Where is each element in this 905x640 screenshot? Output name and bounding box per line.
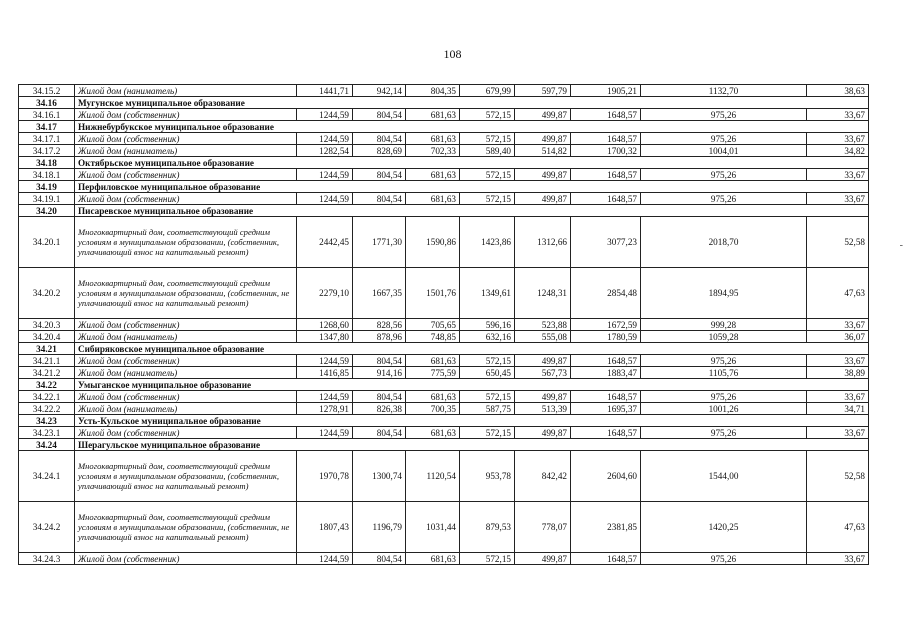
cell-value-7: 975,26 (641, 355, 807, 367)
table-row (19, 169, 869, 181)
cell-value-4: 679,99 (460, 85, 515, 97)
cell-value-5: 555,08 (515, 331, 571, 343)
cell-value-5: 499,87 (515, 133, 571, 145)
row-code: 34.19.1 (19, 193, 75, 205)
row-code: 34.20.4 (19, 331, 75, 343)
cell-value-6: 2381,85 (571, 502, 641, 553)
cell-value-7: 975,26 (641, 133, 807, 145)
cell-value-8: 34,82 (807, 145, 869, 157)
table-row (19, 85, 869, 97)
cell-value-4: 572,15 (460, 391, 515, 403)
cell-value-8: 47,63 (807, 268, 869, 319)
cell-value-7: 975,26 (641, 553, 807, 565)
row-code: 34.23.1 (19, 427, 75, 439)
cell-value-2: 828,56 (353, 319, 406, 331)
table-row (19, 427, 869, 439)
table-row (19, 145, 869, 157)
cell-value-5: 842,42 (515, 451, 571, 502)
cell-value-1: 1244,59 (297, 193, 353, 205)
cell-value-1: 1244,59 (297, 355, 353, 367)
cell-value-1: 1244,59 (297, 169, 353, 181)
table-row (19, 502, 869, 553)
table-row (19, 367, 869, 379)
cell-value-2: 1300,74 (353, 451, 406, 502)
housing-type: Жилой дом (собственник) (75, 391, 297, 403)
section-header-row (19, 181, 869, 193)
cell-value-3: 1501,76 (406, 268, 460, 319)
housing-type: Жилой дом (собственник) (75, 427, 297, 439)
cell-value-3: 1031,44 (406, 502, 460, 553)
cell-value-5: 499,87 (515, 553, 571, 565)
section-code: 34.18 (19, 157, 75, 169)
housing-type: Многоквартирный дом, соответствующий средним условиям в муниципальном образовании, (собственник, уплачивающий взнос на капитальный ремонт) (75, 217, 297, 268)
cell-value-8: 34,71 (807, 403, 869, 415)
row-code: 34.21.1 (19, 355, 75, 367)
cell-value-4: 953,78 (460, 451, 515, 502)
cell-value-5: 499,87 (515, 169, 571, 181)
cell-value-3: 748,85 (406, 331, 460, 343)
cell-value-3: 681,63 (406, 355, 460, 367)
cell-value-5: 523,88 (515, 319, 571, 331)
cell-value-7: 975,26 (641, 169, 807, 181)
cell-value-6: 1648,57 (571, 355, 641, 367)
cell-value-5: 499,87 (515, 427, 571, 439)
housing-type: Жилой дом (собственник) (75, 193, 297, 205)
cell-value-5: 499,87 (515, 193, 571, 205)
cell-value-7: 975,26 (641, 109, 807, 121)
table-row (19, 391, 869, 403)
cell-value-8: 38,63 (807, 85, 869, 97)
cell-value-2: 914,16 (353, 367, 406, 379)
cell-value-6: 1883,47 (571, 367, 641, 379)
row-code: 34.22.2 (19, 403, 75, 415)
housing-type: Жилой дом (собственник) (75, 319, 297, 331)
section-header-row (19, 439, 869, 451)
row-code: 34.20.1 (19, 217, 75, 268)
section-header-row (19, 205, 869, 217)
row-code: 34.24.2 (19, 502, 75, 553)
cell-value-4: 572,15 (460, 169, 515, 181)
cell-value-4: 879,53 (460, 502, 515, 553)
cell-value-3: 700,35 (406, 403, 460, 415)
section-header-row (19, 343, 869, 355)
cell-value-4: 589,40 (460, 145, 515, 157)
cell-value-1: 1416,85 (297, 367, 353, 379)
row-code: 34.21.2 (19, 367, 75, 379)
cell-value-6: 1700,32 (571, 145, 641, 157)
housing-type: Жилой дом (собственник) (75, 133, 297, 145)
cell-value-1: 1278,91 (297, 403, 353, 415)
cell-value-3: 681,63 (406, 193, 460, 205)
cell-value-5: 1312,66 (515, 217, 571, 268)
row-code: 34.17.2 (19, 145, 75, 157)
cell-value-8: 33,67 (807, 553, 869, 565)
cell-value-8: 33,67 (807, 109, 869, 121)
cell-value-1: 1244,59 (297, 109, 353, 121)
cell-value-5: 499,87 (515, 109, 571, 121)
cell-value-4: 572,15 (460, 553, 515, 565)
cell-value-4: 632,16 (460, 331, 515, 343)
housing-type: Многоквартирный дом, соответствующий средним условиям в муниципальном образовании, (собственник, не уплачивающий взнос на капитальный ремонт) (75, 268, 297, 319)
cell-value-3: 681,63 (406, 427, 460, 439)
section-title: Нижнебурбукское муниципальное образование (75, 121, 869, 133)
cell-value-1: 1970,78 (297, 451, 353, 502)
section-header-row (19, 415, 869, 427)
section-title: Умыганское муниципальное образование (75, 379, 869, 391)
cell-value-7: 1894,95 (641, 268, 807, 319)
section-title: Усть-Кульское муниципальное образование (75, 415, 869, 427)
cell-value-8: 38,89 (807, 367, 869, 379)
row-code: 34.15.2 (19, 85, 75, 97)
cell-value-4: 572,15 (460, 133, 515, 145)
cell-value-1: 1282,54 (297, 145, 353, 157)
table-row (19, 403, 869, 415)
cell-value-4: 1423,86 (460, 217, 515, 268)
cell-value-2: 828,69 (353, 145, 406, 157)
cell-value-2: 826,38 (353, 403, 406, 415)
cell-value-4: 572,15 (460, 193, 515, 205)
cell-value-8: 33,67 (807, 133, 869, 145)
housing-type: Жилой дом (собственник) (75, 553, 297, 565)
cell-value-7: 975,26 (641, 193, 807, 205)
cell-value-3: 681,63 (406, 109, 460, 121)
housing-type: Жилой дом (наниматель) (75, 85, 297, 97)
cell-value-6: 2854,48 (571, 268, 641, 319)
cell-value-4: 596,16 (460, 319, 515, 331)
cell-value-2: 804,54 (353, 133, 406, 145)
cell-value-7: 1059,28 (641, 331, 807, 343)
cell-value-6: 1672,59 (571, 319, 641, 331)
housing-type: Жилой дом (наниматель) (75, 331, 297, 343)
table-row (19, 268, 869, 319)
row-code: 34.20.3 (19, 319, 75, 331)
cell-value-6: 1648,57 (571, 169, 641, 181)
cell-value-2: 804,54 (353, 193, 406, 205)
tariff-table-body (19, 85, 869, 565)
row-code: 34.17.1 (19, 133, 75, 145)
cell-value-3: 1590,86 (406, 217, 460, 268)
cell-value-2: 1667,35 (353, 268, 406, 319)
cell-value-7: 1004,01 (641, 145, 807, 157)
cell-value-5: 514,82 (515, 145, 571, 157)
cell-value-2: 804,54 (353, 109, 406, 121)
section-header-row (19, 97, 869, 109)
cell-value-6: 1648,57 (571, 391, 641, 403)
tariff-table (18, 84, 869, 565)
section-code: 34.22 (19, 379, 75, 391)
cell-value-8: 33,67 (807, 169, 869, 181)
cell-value-8: 36,07 (807, 331, 869, 343)
cell-value-6: 1648,57 (571, 133, 641, 145)
cell-value-2: 878,96 (353, 331, 406, 343)
cell-value-3: 705,65 (406, 319, 460, 331)
cell-value-4: 572,15 (460, 109, 515, 121)
section-code: 34.16 (19, 97, 75, 109)
cell-value-8: 33,67 (807, 427, 869, 439)
section-header-row (19, 157, 869, 169)
housing-type: Жилой дом (собственник) (75, 169, 297, 181)
cell-value-1: 1268,60 (297, 319, 353, 331)
section-code: 34.21 (19, 343, 75, 355)
cell-value-1: 1244,59 (297, 553, 353, 565)
cell-value-2: 804,54 (353, 427, 406, 439)
table-row (19, 331, 869, 343)
page-number: 108 (443, 47, 462, 61)
section-title: Сибиряковское муниципальное образование (75, 343, 869, 355)
cell-value-3: 681,63 (406, 553, 460, 565)
cell-value-3: 681,63 (406, 169, 460, 181)
table-row (19, 319, 869, 331)
cell-value-6: 1648,57 (571, 109, 641, 121)
housing-type: Жилой дом (наниматель) (75, 367, 297, 379)
cell-value-5: 1248,31 (515, 268, 571, 319)
cell-value-5: 499,87 (515, 391, 571, 403)
cell-value-7: 1420,25 (641, 502, 807, 553)
cell-value-1: 1244,59 (297, 391, 353, 403)
housing-type: Жилой дом (собственник) (75, 355, 297, 367)
housing-type: Жилой дом (наниматель) (75, 403, 297, 415)
housing-type: Многоквартирный дом, соответствующий средним условиям в муниципальном образовании, (собственник, не уплачивающий взнос на капитальный ремонт) (75, 502, 297, 553)
cell-value-3: 681,63 (406, 133, 460, 145)
row-code: 34.24.3 (19, 553, 75, 565)
table-row (19, 451, 869, 502)
cell-value-8: 33,67 (807, 355, 869, 367)
table-row (19, 217, 869, 268)
cell-value-4: 572,15 (460, 355, 515, 367)
section-title: Писаревское муниципальное образование (75, 205, 869, 217)
table-row (19, 193, 869, 205)
section-title: Шерагульское муниципальное образование (75, 439, 869, 451)
cell-value-5: 597,79 (515, 85, 571, 97)
section-title: Мугунское муниципальное образование (75, 97, 869, 109)
section-title: Октябрьское муниципальное образование (75, 157, 869, 169)
cell-value-4: 587,75 (460, 403, 515, 415)
cell-value-1: 1347,80 (297, 331, 353, 343)
cell-value-7: 975,26 (641, 391, 807, 403)
cell-value-2: 804,54 (353, 169, 406, 181)
margin-mark: - (899, 240, 903, 251)
cell-value-8: 33,67 (807, 319, 869, 331)
section-code: 34.23 (19, 415, 75, 427)
cell-value-7: 1105,76 (641, 367, 807, 379)
cell-value-7: 1001,26 (641, 403, 807, 415)
section-header-row (19, 379, 869, 391)
cell-value-1: 2279,10 (297, 268, 353, 319)
cell-value-1: 1441,71 (297, 85, 353, 97)
cell-value-2: 804,54 (353, 391, 406, 403)
cell-value-3: 681,63 (406, 391, 460, 403)
cell-value-2: 804,54 (353, 553, 406, 565)
cell-value-7: 1132,70 (641, 85, 807, 97)
cell-value-1: 2442,45 (297, 217, 353, 268)
cell-value-2: 1771,30 (353, 217, 406, 268)
cell-value-3: 702,33 (406, 145, 460, 157)
row-code: 34.20.2 (19, 268, 75, 319)
cell-value-7: 999,28 (641, 319, 807, 331)
cell-value-7: 975,26 (641, 427, 807, 439)
cell-value-6: 3077,23 (571, 217, 641, 268)
cell-value-6: 1905,21 (571, 85, 641, 97)
table-row (19, 553, 869, 565)
table-row (19, 355, 869, 367)
cell-value-6: 1780,59 (571, 331, 641, 343)
row-code: 34.18.1 (19, 169, 75, 181)
cell-value-5: 778,07 (515, 502, 571, 553)
section-code: 34.24 (19, 439, 75, 451)
cell-value-3: 804,35 (406, 85, 460, 97)
housing-type: Жилой дом (наниматель) (75, 145, 297, 157)
cell-value-8: 47,63 (807, 502, 869, 553)
section-title: Перфиловское муниципальное образование (75, 181, 869, 193)
cell-value-6: 1648,57 (571, 193, 641, 205)
cell-value-5: 567,73 (515, 367, 571, 379)
row-code: 34.16.1 (19, 109, 75, 121)
row-code: 34.22.1 (19, 391, 75, 403)
cell-value-8: 33,67 (807, 193, 869, 205)
cell-value-3: 1120,54 (406, 451, 460, 502)
section-code: 34.17 (19, 121, 75, 133)
cell-value-2: 942,14 (353, 85, 406, 97)
cell-value-6: 2604,60 (571, 451, 641, 502)
cell-value-3: 775,59 (406, 367, 460, 379)
cell-value-6: 1648,57 (571, 427, 641, 439)
row-code: 34.24.1 (19, 451, 75, 502)
cell-value-6: 1648,57 (571, 553, 641, 565)
cell-value-5: 499,87 (515, 355, 571, 367)
cell-value-8: 33,67 (807, 391, 869, 403)
cell-value-1: 1244,59 (297, 427, 353, 439)
table-row (19, 109, 869, 121)
housing-type: Жилой дом (собственник) (75, 109, 297, 121)
cell-value-8: 52,58 (807, 451, 869, 502)
cell-value-2: 804,54 (353, 355, 406, 367)
housing-type: Многоквартирный дом, соответствующий средним условиям в муниципальном образовании, (собственник, уплачивающий взнос на капитальный ремонт) (75, 451, 297, 502)
cell-value-2: 1196,79 (353, 502, 406, 553)
cell-value-4: 650,45 (460, 367, 515, 379)
section-code: 34.20 (19, 205, 75, 217)
cell-value-1: 1244,59 (297, 133, 353, 145)
cell-value-1: 1807,43 (297, 502, 353, 553)
cell-value-6: 1695,37 (571, 403, 641, 415)
cell-value-8: 52,58 (807, 217, 869, 268)
section-code: 34.19 (19, 181, 75, 193)
table-row (19, 133, 869, 145)
cell-value-7: 2018,70 (641, 217, 807, 268)
cell-value-5: 513,39 (515, 403, 571, 415)
section-header-row (19, 121, 869, 133)
cell-value-7: 1544,00 (641, 451, 807, 502)
cell-value-4: 572,15 (460, 427, 515, 439)
cell-value-4: 1349,61 (460, 268, 515, 319)
